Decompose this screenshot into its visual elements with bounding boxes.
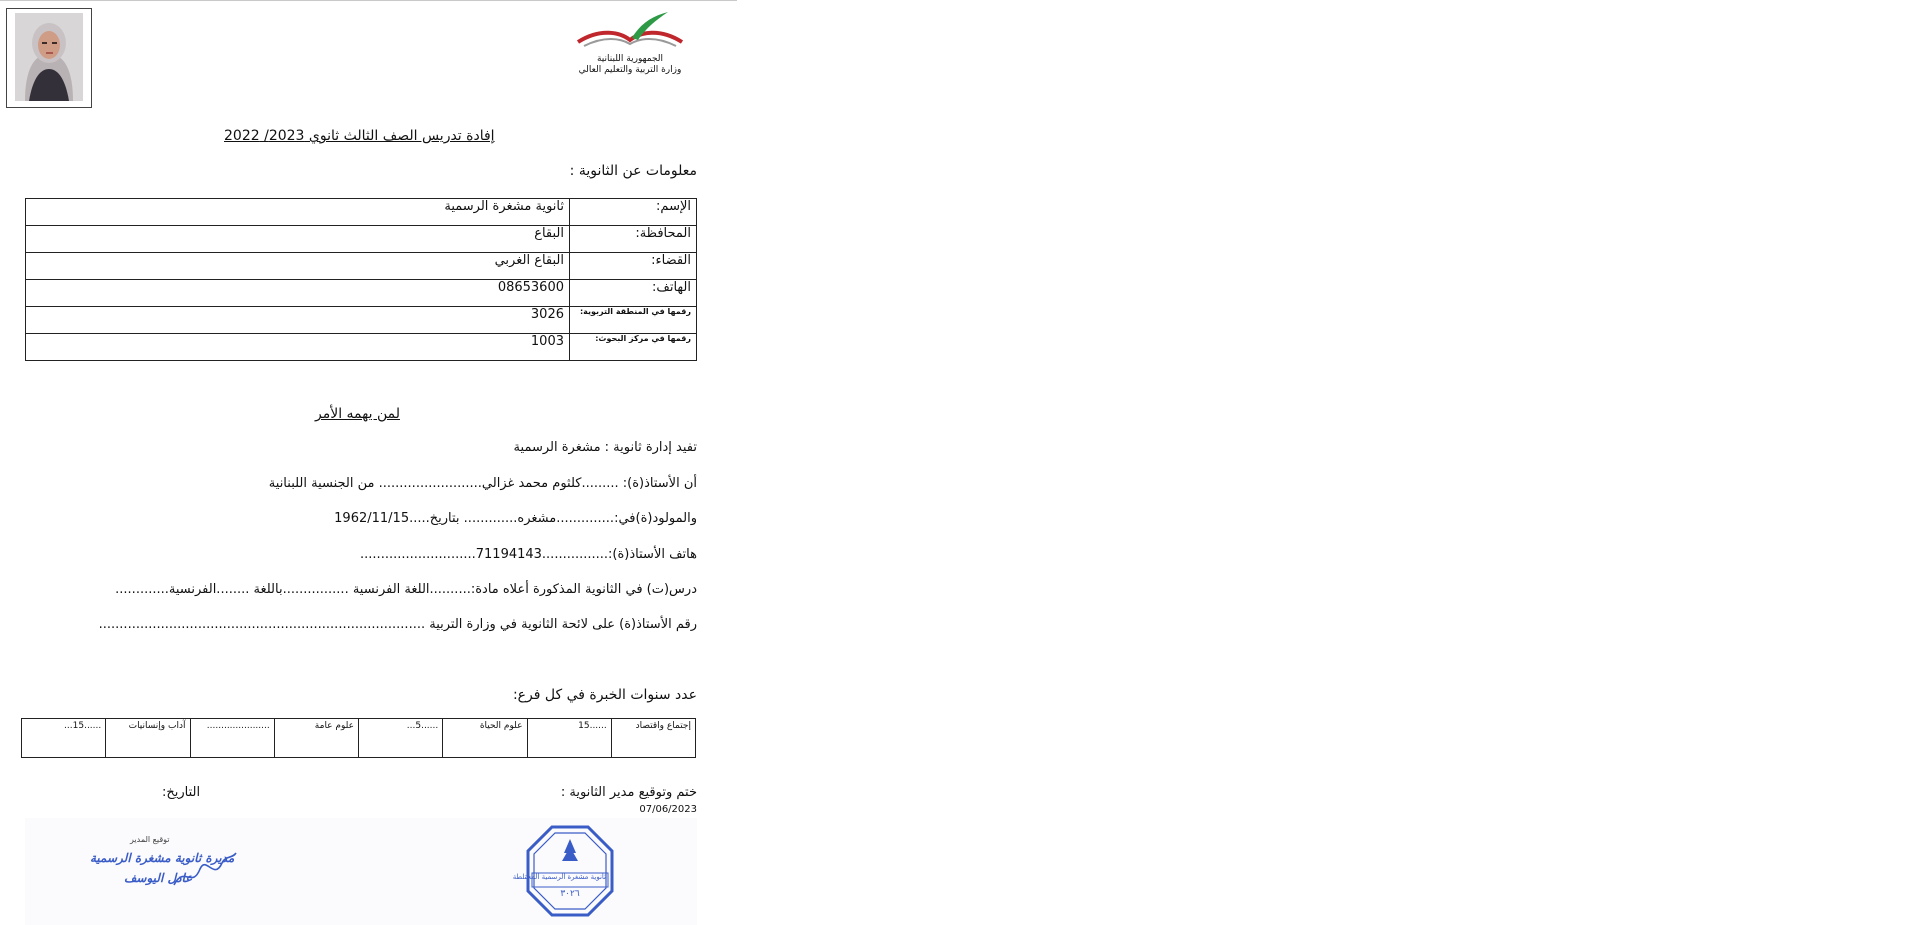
official-seal <box>512 825 614 921</box>
page-title: إفادة تدريس الصف الثالث ثانوي 2023/ 2022 <box>224 128 495 144</box>
signature-line-2: عادل اليوسف <box>124 871 193 885</box>
school-name-label: الإسم: <box>570 199 697 226</box>
signature-title: توقيع المدير <box>130 835 170 844</box>
body-line-teacher: أن الأستاذ(ة): .........كلثوم محمد غزالي......................... من الجنسية اللبنانية <box>268 476 697 491</box>
school-info-heading: معلومات عن الثانوية : <box>569 163 697 179</box>
body-line-birth: والمولود(ة)في:..............مشغره............. بتاريخ.....1962/11/15 <box>334 511 697 526</box>
top-divider <box>0 0 737 1</box>
exp-branch-general-sciences: علوم عامة <box>274 719 358 758</box>
ministry-logo <box>570 10 690 80</box>
exp-branch-humanities: آداب وإنسانيات <box>106 719 190 758</box>
experience-heading: عدد سنوات الخبرة في كل فرع: <box>512 687 697 703</box>
table-row <box>26 253 697 280</box>
school-name-value: ثانوية مشغرة الرسمية <box>26 199 570 226</box>
body-line-school: تفيد إدارة ثانوية : مشغرة الرسمية <box>513 440 697 455</box>
table-row <box>26 226 697 253</box>
exp-branch-economics: إجتماع واقتصاد <box>611 719 695 758</box>
research-center-number-label: رقمها في مركز البحوث: <box>570 334 697 361</box>
experience-table <box>21 718 696 758</box>
body-line-phone: هاتف الأستاذ(ة):................71194143............................ <box>360 547 697 562</box>
exp-years-economics: ......15 <box>527 719 611 758</box>
table-row <box>26 307 697 334</box>
exp-years-general-sciences: ...................... <box>190 719 274 758</box>
district-value: البقاع الغربي <box>26 253 570 280</box>
signature-line-1: مديرة ثانوية مشغرة الرسمية <box>90 851 235 865</box>
date-value: 07/06/2023 <box>639 804 697 815</box>
book-emblem-icon <box>570 10 690 50</box>
body-line-subject: درس(ت) في الثانوية المذكورة أعلاه مادة:..........اللغة الفرنسية ................باللغة ........الفرنسية............. <box>115 582 697 597</box>
research-center-number-value: 1003 <box>26 334 570 361</box>
governorate-label: المحافظة: <box>570 226 697 253</box>
table-row <box>26 199 697 226</box>
school-info-table <box>25 198 697 361</box>
to-whom-heading: لمن يهمه الأمر <box>315 406 400 422</box>
table-row <box>26 334 697 361</box>
exp-branch-life-sciences: علوم الحياة <box>443 719 527 758</box>
table-row <box>22 719 696 758</box>
principal-signature-label: ختم وتوقيع مدير الثانوية : <box>560 785 697 800</box>
governorate-value: البقاع <box>26 226 570 253</box>
edu-zone-number-label: رقمها في المنطقة التربوية: <box>570 307 697 334</box>
logo-line-1: الجمهورية اللبنانية <box>596 54 664 64</box>
seal-text: ثانوية مشغرة الرسمية المختلطة <box>512 873 606 881</box>
teacher-photo <box>15 13 83 101</box>
teacher-photo-frame <box>6 8 92 108</box>
logo-line-2: وزارة التربية والتعليم العالي <box>578 65 682 75</box>
seal-icon <box>512 825 614 917</box>
phone-label: الهاتف: <box>570 280 697 307</box>
date-label: التاريخ: <box>162 785 201 800</box>
district-label: القضاء: <box>570 253 697 280</box>
signature-scribble-icon <box>170 845 240 895</box>
exp-years-humanities: ......15... <box>22 719 106 758</box>
table-row <box>26 280 697 307</box>
edu-zone-number-value: 3026 <box>26 307 570 334</box>
body-line-register: رقم الأستاذ(ة) على لائحة الثانوية في وزارة التربية ............................................................................... <box>98 617 697 632</box>
seal-number: ٣٠٢٦ <box>560 889 580 899</box>
exp-years-life-sciences: ......5... <box>359 719 443 758</box>
phone-value: 08653600 <box>26 280 570 307</box>
